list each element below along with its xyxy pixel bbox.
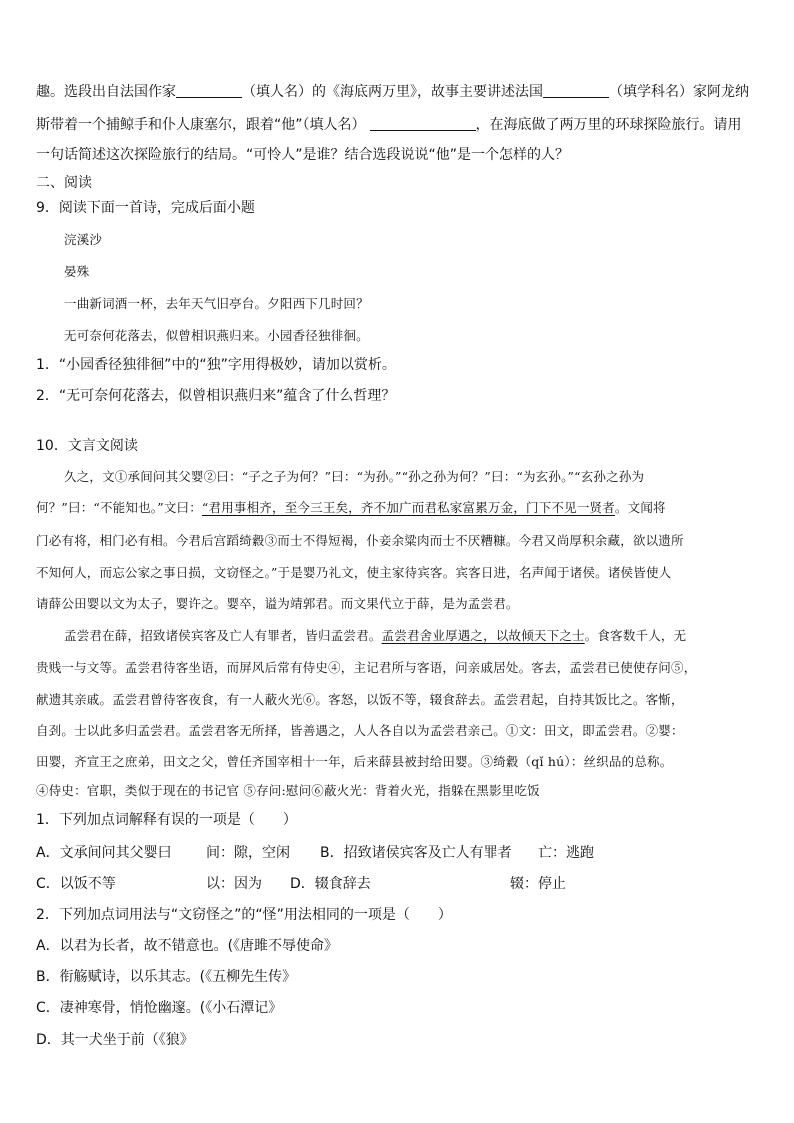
q10-sub-2-option-c[interactable]: C．凄神寒骨，悄怆幽邃。(《小石潭记》 — [36, 1000, 283, 1016]
q10-sub-1-options-ab — [36, 843, 594, 863]
q9-sub-2: 2．“无可奈何花落去，似曾相识燕归来”蕴含了什么哲理？ — [36, 388, 396, 404]
passage-p2-line-5: 田婴，齐宣王之庶弟，田文之父，曾任齐国宰相十一年，后来薛县被封给田婴。③绮縠（qǐ hú）：丝织品的总称。 — [36, 754, 673, 769]
underlined-sentence-2: 孟尝君舍业厚遇之，以故倾天下之士 — [381, 628, 585, 643]
intro-line-2-b: ，在海底做了两万里的环球探险旅行。请用 — [475, 117, 742, 133]
option-a[interactable]: A．文承间问其父婴曰 — [36, 845, 172, 861]
intro-line-1 — [36, 82, 749, 102]
passage-p2-line-4: 自刭。士以此多归孟尝君。孟尝君客无所择，皆善遇之，人人各自以为孟尝君亲己。①文：田文，即孟尝君。②婴： — [36, 723, 684, 738]
passage-p2-line-1-b: 。食客数千人，无 — [584, 628, 687, 643]
poem-line-1: 一曲新词酒一杯，去年天气旧亭台。夕阳西下几时回？ — [64, 296, 369, 311]
passage-p2-line-2: 贵贱一与文等。孟尝君待客坐语，而屏风后常有侍史④，主记君所与客语，问亲戚居处。客去，孟尝君已使使存问⑤， — [36, 660, 697, 675]
passage-p2-line-6: ④侍史：官职，类似于现在的书记官 ⑤存问:慰问⑥蔽火光：背着火光，指躲在黑影里吃饭 — [36, 783, 540, 798]
intro-line-3: 一句话简述这次探险旅行的结局。“可怜人”是谁？结合选段说说“他”是一个怎样的人？ — [36, 147, 570, 163]
intro-line-1-a: 趣。选段出自法国作家 — [36, 84, 176, 100]
passage-p2-line-1-a: 孟尝君在薛，招致诸侯宾客及亡人有罪者，皆归孟尝君。 — [64, 628, 382, 643]
poem-author: 晏殊 — [64, 264, 90, 279]
answer-blank-subject[interactable] — [543, 83, 609, 98]
option-b[interactable]: B．招致诸侯宾客及亡人有罪者 — [320, 845, 512, 861]
section-heading: 二、阅读 — [36, 175, 92, 191]
option-d[interactable]: D．辍食辞去 — [290, 876, 371, 892]
passage-p1-line-2 — [36, 498, 666, 518]
option-c[interactable]: C．以饭不等 — [36, 876, 116, 892]
q10-sub-2-title: 2．下列加点词用法与“文窃怪之”的“怪”用法相同的一项是（ ） — [36, 907, 452, 923]
intro-line-1-b: （填人名）的《海底两万里》，故事主要讲述法国 — [242, 84, 543, 100]
q9-sub-1: 1．“小园香径独徘徊”中的“独”字用得极妙，请加以赏析。 — [36, 357, 396, 373]
intro-line-1-c: （填学科名）家阿龙纳 — [609, 84, 749, 100]
passage-p2-line-3: 献遗其亲戚。孟尝君曾待客夜食，有一人蔽火光⑥。客怒，以饭不等，辍食辞去。孟尝君起，自持其饭比之。客惭， — [36, 692, 684, 707]
q10-sub-2-option-a[interactable]: A．以君为长者，故不错意也。(《唐雎不辱使命》 — [36, 938, 339, 954]
q10-sub-1-title: 1．下列加点词解释有误的一项是（ ） — [36, 812, 297, 828]
option-b-definition: 亡：逃跑 — [538, 845, 594, 861]
passage-p1-line-3: 门必有将，相门必有相。今君后宫蹈绮縠③而士不得短褐，仆妾余粱肉而士不厌糟糠。今君又尚厚积余藏，欲以遗所 — [36, 533, 684, 548]
passage-p1-line-1: 久之，文①承间问其父婴②曰：“子之子为何？”曰：“为孙。”“孙之孙为何？”曰：“为玄孙。”“玄孙之孙为 — [64, 469, 645, 484]
passage-p1-line-5: 请薛公田婴以文为太子，婴许之。婴卒，谥为靖郭君。而文果代立于薛，是为孟尝君。 — [36, 596, 519, 611]
option-a-definition: 间：隙，空闲 — [206, 845, 290, 861]
option-d-definition: 辍：停止 — [510, 876, 566, 892]
passage-p1-line-4: 不知何人，而忘公家之事日损，文窃怪之。”于是婴乃礼文，使主家待宾客。宾客日进，名声闻于诸侯。诸侯皆使人 — [36, 565, 672, 580]
q10-sub-2-option-d[interactable]: D．其一犬坐于前（《狼》 — [36, 1032, 194, 1048]
poem-title: 浣溪沙 — [64, 232, 103, 247]
q9-title: 9．阅读下面一首诗，完成后面小题 — [36, 200, 255, 216]
poem-line-2: 无可奈何花落去，似曾相识燕归来。小园香径独徘徊。 — [64, 328, 369, 343]
q10-sub-1-options-cd — [36, 874, 566, 894]
q10-title: 10．文言文阅读 — [36, 438, 138, 454]
intro-line-2-a: 斯带着一个捕鲸手和仆人康塞尔，跟着“他”（填人名） — [36, 117, 366, 133]
option-c-definition: 以：因为 — [206, 876, 262, 892]
q10-sub-2-option-b[interactable]: B．衔觞赋诗，以乐其志。(《五柳先生传》 — [36, 969, 297, 985]
passage-p1-line-2-a: 何？”曰：“不能知也。”文曰： — [36, 500, 202, 515]
intro-line-2 — [36, 115, 742, 135]
answer-blank-author[interactable] — [176, 83, 242, 98]
passage-p2-line-1 — [64, 626, 686, 646]
underlined-sentence-1: “君用事相齐，至今三王矣，齐不加广而君私家富累万金，门下不见一贤者 — [201, 500, 615, 515]
answer-blank-name[interactable] — [370, 116, 476, 131]
passage-p1-line-2-b: 。文闻将 — [614, 500, 666, 515]
